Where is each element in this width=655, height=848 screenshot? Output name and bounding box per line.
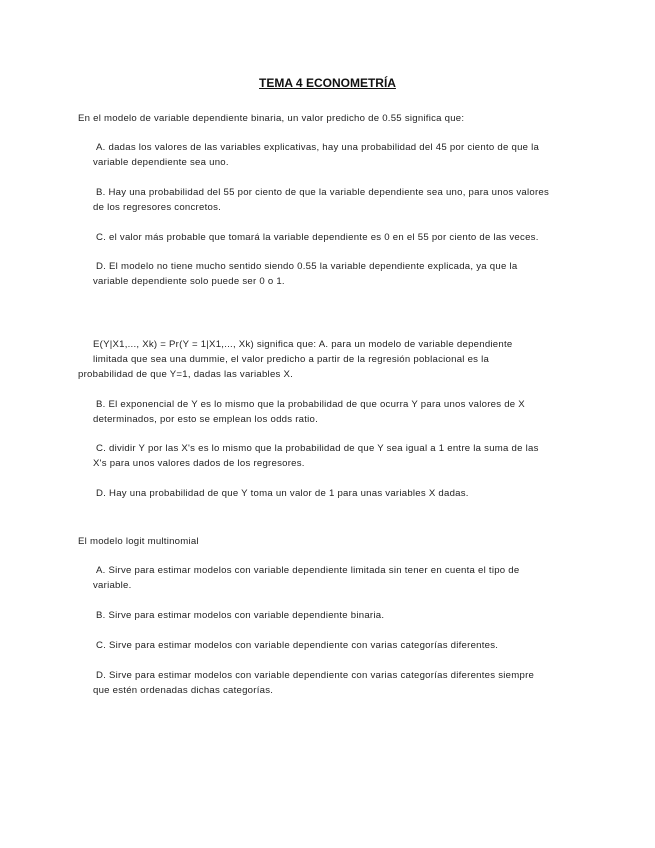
option-line: B. Hay una probabilidad del 55 por ciento de que la variable dependiente sea uno, para unos valores <box>96 187 550 198</box>
option-line: determinados, por esto se emplean los odds ratio. <box>93 414 319 425</box>
option-line: que estén ordenadas dichas categorías. <box>93 685 274 696</box>
option-line: variable dependiente solo puede ser 0 o 1. <box>93 276 285 287</box>
option-line: D. El modelo no tiene mucho sentido siendo 0.55 la variable dependiente explicada, ya que la <box>96 261 518 272</box>
question-stem: En el modelo de variable dependiente binaria, un valor predicho de 0.55 significa que: <box>78 113 465 124</box>
option-line: C. el valor más probable que tomará la variable dependiente es 0 en el 55 por ciento de las veces. <box>96 232 539 243</box>
option-line: B. Sirve para estimar modelos con variable dependiente binaria. <box>96 610 385 621</box>
question-stem-line: probabilidad de que Y=1, dadas las variables X. <box>78 369 294 380</box>
option-line: B. El exponencial de Y es lo mismo que la probabilidad de que ocurra Y para unos valores de X <box>96 399 525 410</box>
option-line: C. dividir Y por las X's es lo mismo que la probabilidad de que Y sea igual a 1 entre la suma de las <box>96 443 539 454</box>
option-line: de los regresores concretos. <box>93 202 222 213</box>
option-line: X's para unos valores dados de los regresores. <box>93 458 305 469</box>
option-line: C. Sirve para estimar modelos con variable dependiente con varias categorías diferentes. <box>96 640 499 651</box>
option-line: A. Sirve para estimar modelos con variable dependiente limitada sin tener en cuenta el tipo de <box>96 565 520 576</box>
option-line: D. Sirve para estimar modelos con variable dependiente con varias categorías diferentes siempre <box>96 670 535 681</box>
option-line: A. dadas los valores de las variables explicativas, hay una probabilidad del 45 por ciento de que la <box>96 142 540 153</box>
question-stem: El modelo logit multinomial <box>78 536 199 547</box>
question-stem-line: E(Y|X1,..., Xk) = Pr(Y = 1|X1,..., Xk) significa que: A. para un modelo de variable dependiente <box>93 339 513 350</box>
option-line: variable dependiente sea uno. <box>93 157 229 168</box>
option-line: variable. <box>93 580 132 591</box>
question-stem-line: limitada que sea una dummie, el valor predicho a partir de la regresión poblacional es la <box>93 354 490 365</box>
page-title: TEMA 4 ECONOMETRÍA <box>259 76 396 90</box>
option-line: D. Hay una probabilidad de que Y toma un valor de 1 para unas variables X dadas. <box>96 488 469 499</box>
